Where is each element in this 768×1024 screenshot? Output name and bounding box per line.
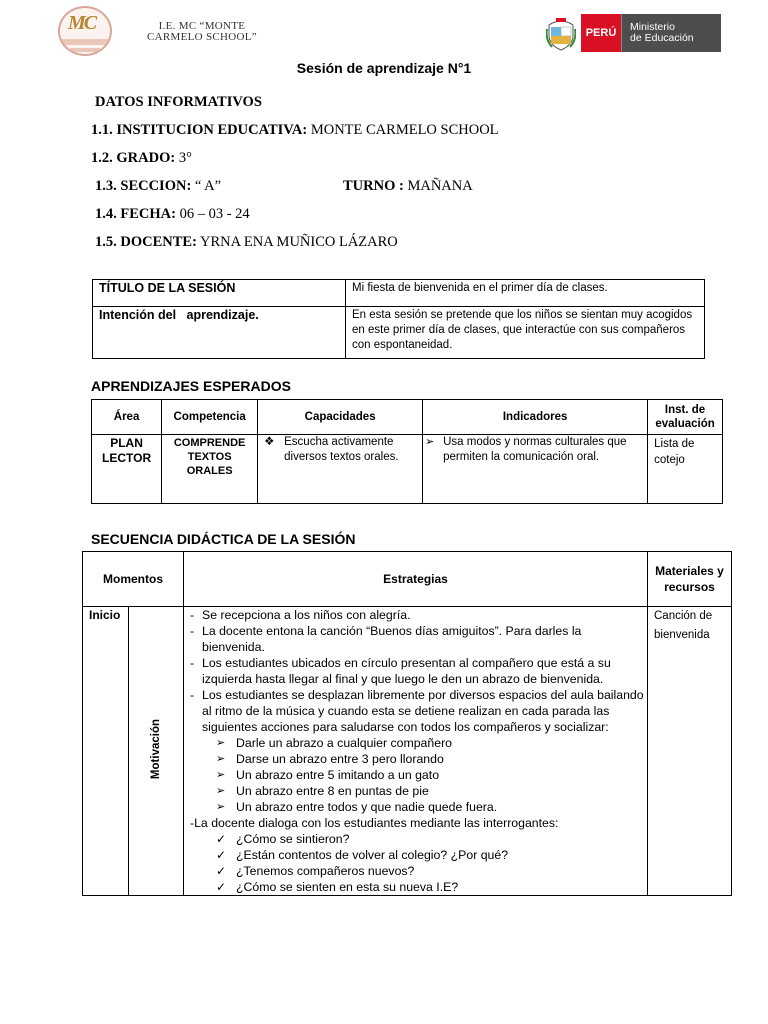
seccion-label: 1.3. SECCION: [95,178,192,194]
estrategias-cell [184,607,648,896]
area-cell: PLAN LECTOR [92,435,162,504]
header-capacidades: Capacidades [258,400,423,435]
seccion-line [95,178,221,195]
list-item: ➢ Darse un abrazo entre 3 pero llorando [216,752,444,766]
titulo-value-cell: Mi fiesta de bienvenida en el primer día de clases. [346,280,705,307]
list-item: - Se recepciona a los niños con alegría. [190,608,411,622]
capacidad-cell [258,435,423,504]
header-materiales: Materiales y recursos [648,552,732,607]
question-list [184,831,645,895]
check-icon: ✓ [216,864,227,878]
datos-heading: DATOS INFORMATIVOS [95,94,262,110]
docente-line [95,234,398,251]
header-competencia: Competencia [162,400,258,435]
check-icon: ✓ [216,848,227,862]
header-instrumento: Inst. de evaluación [648,400,723,435]
school-logo [58,6,112,56]
school-logo-text: MC [68,12,96,34]
capacidad-text: Escucha activamente diversos textos orales. [284,436,399,463]
ministry-line2: de Educación [630,32,694,44]
instrumento-cell: Lista de cotejo [648,435,723,504]
ministry-line1: Ministerio [630,21,675,33]
peru-badge: PERÚ [581,14,621,52]
moment-inicio: Inicio [83,607,129,896]
secuencia-table [82,551,732,896]
arrow-bullet-icon: ➢ [216,785,226,797]
header-estrategias: Estrategias [184,552,648,607]
ministry-badge [621,14,721,52]
logo-band [70,48,100,52]
list-item: ➢ Un abrazo entre 5 imitando a un gato [216,768,440,782]
list-item: ✓ ¿Cómo se sintieron? [216,832,350,846]
action-list [184,735,645,815]
list-item: - Los estudiantes se desplazan libremente por diversos espacios del aula bailando al ritmo de la música y cuando esta se detiene realizan en cada parada las siguientes acciones para saludarse con todos los compañeros y socializar: [190,688,644,734]
session-info-table [92,279,705,359]
indicador-cell [423,435,648,504]
indicador-text: Usa modos y normas culturales que permiten la comunicación oral. [443,436,627,463]
list-item: ✓ ¿Tenemos compañeros nuevos? [216,864,415,878]
coat-of-arms-icon [546,17,576,51]
fecha-label: 1.4. FECHA: [95,206,176,222]
header-indicadores: Indicadores [423,400,648,435]
arrow-bullet-icon: ➢ [216,769,226,781]
arrow-bullet-icon: ➢ [216,753,226,765]
secuencia-heading: SECUENCIA DIDÁCTICA DE LA SESIÓN [91,531,356,547]
header-momentos: Momentos [83,552,184,607]
titulo-label-cell: TÍTULO DE LA SESIÓN [93,280,346,307]
strategy-list [184,607,645,735]
fecha-value: 06 – 03 - 24 [179,206,250,222]
arrow-bullet-icon: ➢ [425,436,435,448]
materiales-cell: Canción de bienvenida [648,607,732,896]
school-name-line2: CARMELO SCHOOL” [147,31,257,43]
list-item: ➢ Un abrazo entre 8 en puntas de pie [216,784,429,798]
logo-band [62,39,108,45]
page-title: Sesión de aprendizaje N°1 [296,60,472,76]
grado-value: 3° [178,150,192,166]
fecha-line [95,206,250,223]
list-item: - La docente entona la canción “Buenos días amiguitos”. Para darles la bienvenida. [190,624,582,654]
school-name [132,21,272,43]
intencion-value-cell: En esta sesión se pretende que los niños se sientan muy acogidos en este primer día de clases, que interactúe con sus compañeros con espontaneidad. [346,307,705,359]
check-icon: ✓ [216,832,227,846]
aprendizajes-table [91,399,723,504]
arrow-bullet-icon: ➢ [216,737,226,749]
turno-label: TURNO : [343,178,404,194]
check-icon: ✓ [216,880,227,894]
seccion-value: “ A” [194,178,222,194]
intencion-label-cell: Intención del aprendizaje. [93,307,346,359]
list-item: ✓ ¿Están contentos de volver al colegio? ¿Por qué? [216,848,509,862]
arrow-bullet-icon: ➢ [216,801,226,813]
school-name-line1: I.E. MC “MONTE [158,20,246,32]
diamond-bullet-icon: ❖ [264,436,275,448]
sub-moment-motivacion: Motivación [150,718,162,780]
institucion-line [91,122,499,139]
institucion-label: 1.1. INSTITUCION EDUCATIVA: [91,122,308,138]
competencia-cell: COMPRENDE TEXTOS ORALES [162,435,258,504]
sub-moment-cell [129,607,184,896]
header-area: Área [92,400,162,435]
list-item: ➢ Un abrazo entre todos y que nadie quede fuera. [216,800,498,814]
institucion-value: MONTE CARMELO SCHOOL [310,122,499,138]
aprendizajes-heading: APRENDIZAJES ESPERADOS [91,378,291,394]
grado-label: 1.2. GRADO: [91,150,176,166]
grado-line [91,150,192,167]
list-item: - Los estudiantes ubicados en círculo presentan al compañero que está a su izquierda hasta llegar al final y que luego le den un abrazo de bienvenida. [190,656,611,686]
list-item: ✓ ¿Cómo se sienten en esta su nueva I.E? [216,880,459,894]
dialog-intro: -La docente dialoga con los estudiantes mediante las interrogantes: [190,816,559,830]
turno-line [343,178,473,195]
list-item: ➢ Darle un abrazo a cualquier compañero [216,736,453,750]
turno-value: MAÑANA [407,178,473,194]
docente-value: YRNA ENA MUÑICO LÁZARO [200,234,398,250]
docente-label: 1.5. DOCENTE: [95,234,197,250]
